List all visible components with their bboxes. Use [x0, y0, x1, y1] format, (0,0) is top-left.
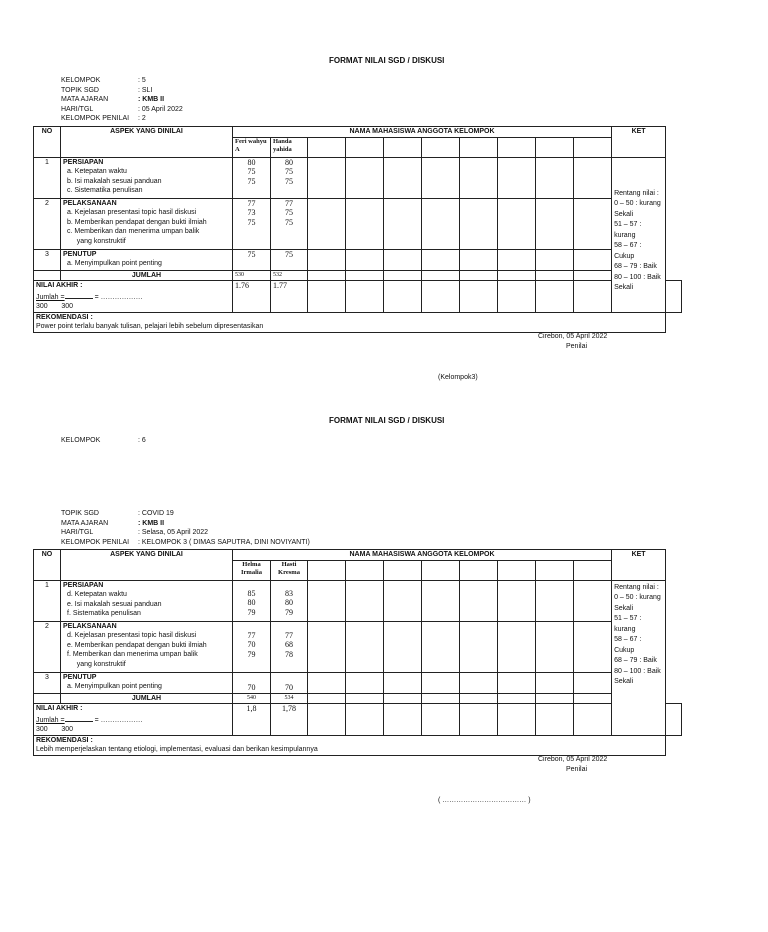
aspek-item: c. Memberikan dan menerima umpan balik	[67, 228, 200, 235]
section-no: 3	[34, 249, 61, 270]
info-value: : 5	[138, 77, 146, 84]
ket-line: 80 – 100 : Baik Sekali	[614, 667, 661, 685]
section-title: PENUTUP	[63, 250, 97, 258]
aspek-item: d. Kejelasan presentasi topic hasil diskusi	[67, 632, 197, 639]
ket-range	[612, 580, 666, 735]
header-aspek: ASPEK YANG DINILAI	[61, 127, 233, 158]
info-key: HARI/TGL	[61, 529, 94, 536]
section-no: 2	[34, 198, 61, 249]
score-cell	[271, 198, 308, 249]
form1-info	[61, 76, 183, 124]
info-row	[61, 114, 183, 124]
ket-line: 68 – 79 : Baik	[614, 657, 657, 664]
nilai-akhir-label: NILAI AKHIR :	[36, 705, 83, 712]
info-key: MATA AJARAN	[61, 96, 109, 103]
info-value: : KELOMPOK 3 ( DIMAS SAPUTRA, DINI NOVIYANTI)	[138, 538, 310, 546]
ket-line: 80 – 100 : Baik Sekali	[614, 273, 661, 291]
score: 80	[247, 598, 256, 607]
aspek-item: a. Ketepatan waktu	[67, 168, 127, 175]
score: 70	[233, 672, 271, 693]
score: 75	[285, 208, 293, 217]
ket-line: Rentang nilai :	[614, 189, 659, 197]
jumlah-value: 532	[271, 270, 308, 281]
score: 83	[285, 588, 293, 598]
nilai-value: 1.77	[271, 281, 308, 313]
score: 75	[247, 167, 256, 176]
info-key: KELOMPOK	[61, 77, 101, 84]
formula-denominators	[36, 302, 230, 312]
student-name-1: Feri wahyu A	[233, 137, 271, 157]
info-key: TOPIK SGD	[61, 86, 99, 94]
nilai-value: 1,78	[271, 704, 308, 736]
score: 77	[247, 198, 256, 208]
penilai-label: Penilai	[566, 766, 588, 773]
score: 80	[285, 598, 293, 607]
jumlah-value: 540	[233, 693, 271, 704]
section-title: PELAKSANAAN	[63, 199, 117, 207]
ket-line: 68 – 79 : Baik	[614, 263, 657, 270]
info-value: : SLI	[138, 86, 153, 94]
info-key: KELOMPOK	[61, 437, 101, 444]
form1-score-table	[33, 126, 682, 333]
nilai-value: 1,8	[233, 704, 271, 736]
section-aspek	[61, 580, 233, 621]
nilai-akhir	[34, 281, 233, 313]
score: 73	[247, 208, 256, 217]
score: 79	[285, 607, 293, 617]
info-value: : 05 April 2022	[138, 105, 183, 113]
info-row	[61, 528, 310, 538]
form2-info	[61, 509, 310, 547]
aspek-item: a. Menyimpulkan point penting	[67, 260, 162, 267]
section-aspek	[61, 621, 233, 672]
rekomendasi-text: Power point terlalu banyak tulisan, pelajari lebih sebelum dipresentasikan	[36, 323, 264, 330]
section-aspek	[61, 249, 233, 270]
section-no: 1	[34, 157, 61, 198]
score: 70	[271, 672, 308, 693]
header-ket: KET	[612, 127, 666, 158]
aspek-item: f. Sistematika penulisan	[67, 610, 141, 617]
info-key: TOPIK SGD	[61, 510, 99, 517]
info-value: : COVID 19	[138, 510, 174, 517]
info-value: : KMB II	[138, 519, 165, 527]
score: 75	[285, 176, 293, 186]
info-key: KELOMPOK PENILAI	[61, 115, 130, 122]
nilai-akhir-label: NILAI AKHIR :	[36, 282, 83, 289]
score-cell	[233, 621, 271, 672]
aspek-item: b. Isi makalah sesuai panduan	[67, 177, 162, 185]
rekomendasi-label: REKOMENDASI :	[36, 313, 93, 321]
header-nama: NAMA MAHASISWA ANGGOTA KELOMPOK	[233, 550, 612, 561]
section-aspek	[61, 157, 233, 198]
jumlah-value: 534	[271, 693, 308, 704]
jumlah-label: JUMLAH	[61, 693, 233, 704]
nilai-akhir	[34, 704, 233, 736]
section-no: 1	[34, 580, 61, 621]
aspek-item: e. Isi makalah sesuai panduan	[67, 600, 162, 608]
info-row	[61, 76, 183, 86]
info-row	[61, 105, 183, 115]
info-row	[61, 519, 310, 529]
place-date: Cirebon, 05 April 2022	[538, 756, 608, 763]
section-aspek	[61, 672, 233, 693]
score: 75	[285, 167, 293, 176]
formula-denominator: 300	[61, 303, 73, 310]
section-title: PERSIAPAN	[63, 581, 104, 589]
score-cell	[271, 621, 308, 672]
formula-jumlah: Jumlah =	[36, 293, 65, 301]
score: 80	[285, 157, 293, 167]
score: 77	[247, 630, 256, 640]
formula	[36, 714, 230, 726]
form2-score-table	[33, 549, 682, 756]
aspek-item: yang konstruktif	[67, 237, 126, 245]
info-value: : 2	[138, 115, 146, 122]
formula-jumlah: Jumlah =	[36, 716, 65, 724]
formula-result: = ………………	[94, 293, 143, 301]
info-key: HARI/TGL	[61, 105, 94, 113]
score-cell	[271, 157, 308, 198]
score: 70	[247, 640, 256, 649]
penilai-label: Penilai	[566, 343, 588, 350]
formula-denominator: 300	[36, 726, 48, 733]
header-nama: NAMA MAHASISWA ANGGOTA KELOMPOK	[233, 127, 612, 138]
aspek-item: d. Ketepatan waktu	[67, 591, 127, 598]
nilai-value: 1.76	[233, 281, 271, 313]
score-cell	[233, 580, 271, 621]
info-value: : 6	[138, 437, 146, 444]
section-title: PERSIAPAN	[63, 158, 104, 166]
aspek-item: a. Kejelasan presentasi topic hasil diskusi	[67, 209, 197, 216]
formula-denominators	[36, 725, 230, 735]
score: 75	[233, 249, 271, 270]
aspek-item: e. Memberikan pendapat dengan bukti ilmiah	[67, 641, 207, 649]
score: 80	[247, 157, 256, 167]
ket-line: 0 – 50 : kurang Sekali	[614, 200, 661, 218]
formula	[36, 291, 230, 303]
jumlah-label: JUMLAH	[61, 270, 233, 281]
score: 77	[285, 198, 293, 208]
aspek-item: a. Menyimpulkan point penting	[67, 683, 162, 690]
rekomendasi	[34, 312, 666, 332]
score: 75	[247, 217, 256, 227]
info-row	[61, 86, 183, 96]
score: 68	[285, 640, 293, 649]
score: 75	[285, 217, 293, 227]
score: 75	[247, 176, 256, 186]
aspek-item: b. Memberikan pendapat dengan bukti ilmiah	[67, 218, 207, 226]
form1-title: FORMAT NILAI SGD / DISKUSI	[329, 56, 445, 65]
score-cell	[271, 580, 308, 621]
formula-denominator: 300	[36, 303, 48, 310]
info-key: KELOMPOK PENILAI	[61, 538, 130, 546]
ket-line: 0 – 50 : kurang Sekali	[614, 594, 661, 612]
ket-line: 58 – 67 : Cukup	[614, 636, 642, 654]
place-date: Cirebon, 05 April 2022	[538, 333, 608, 340]
formula-denominator: 300	[61, 726, 73, 733]
section-title: PENUTUP	[63, 673, 97, 681]
info-key: MATA AJARAN	[61, 519, 109, 527]
score-cell	[233, 157, 271, 198]
form2-kelompok	[61, 436, 146, 446]
section-no: 2	[34, 621, 61, 672]
student-name-2: Hasti Kresma	[271, 560, 308, 580]
aspek-item: f. Memberikan dan menerima umpan balik	[67, 651, 198, 658]
info-value: : Selasa, 05 April 2022	[138, 529, 209, 536]
score: 75	[271, 249, 308, 270]
ket-range	[612, 157, 666, 312]
score-cell	[233, 198, 271, 249]
form2-title: FORMAT NILAI SGD / DISKUSI	[329, 416, 445, 425]
info-row	[61, 509, 310, 519]
header-aspek: ASPEK YANG DINILAI	[61, 550, 233, 581]
info-row	[61, 538, 310, 548]
student-name-2: Handa yahida	[271, 137, 308, 157]
score: 78	[285, 649, 293, 659]
score: 79	[247, 607, 256, 617]
aspek-item: yang konstruktif	[67, 660, 126, 668]
header-ket: KET	[612, 550, 666, 581]
rekomendasi-text: Lebih memperjelaskan tentang etiologi, implementasi, evaluasi dan berikan kesimpulannya	[36, 746, 318, 753]
header-no: NO	[34, 550, 61, 581]
score: 85	[247, 588, 256, 598]
info-row	[61, 95, 183, 105]
header-no: NO	[34, 127, 61, 158]
score: 77	[285, 630, 293, 640]
ket-line: 51 – 57 : kurang	[614, 221, 642, 239]
formula-result: = ………………	[94, 716, 143, 724]
ket-line: Rentang nilai :	[614, 583, 659, 591]
section-aspek	[61, 198, 233, 249]
rekomendasi	[34, 735, 666, 755]
signature: ( ……………………………… )	[438, 797, 531, 804]
section-no: 3	[34, 672, 61, 693]
rekomendasi-label: REKOMENDASI :	[36, 736, 93, 744]
ket-line: 51 – 57 : kurang	[614, 615, 642, 633]
signature: (Kelompok3)	[438, 374, 478, 381]
jumlah-value: 530	[233, 270, 271, 281]
score: 79	[247, 649, 256, 659]
section-title: PELAKSANAAN	[63, 622, 117, 630]
aspek-item: c. Sistematika penulisan	[67, 187, 143, 194]
ket-line: 58 – 67 : Cukup	[614, 242, 642, 260]
student-name-1: Helma Irmalia	[233, 560, 271, 580]
info-value: : KMB II	[138, 96, 165, 103]
